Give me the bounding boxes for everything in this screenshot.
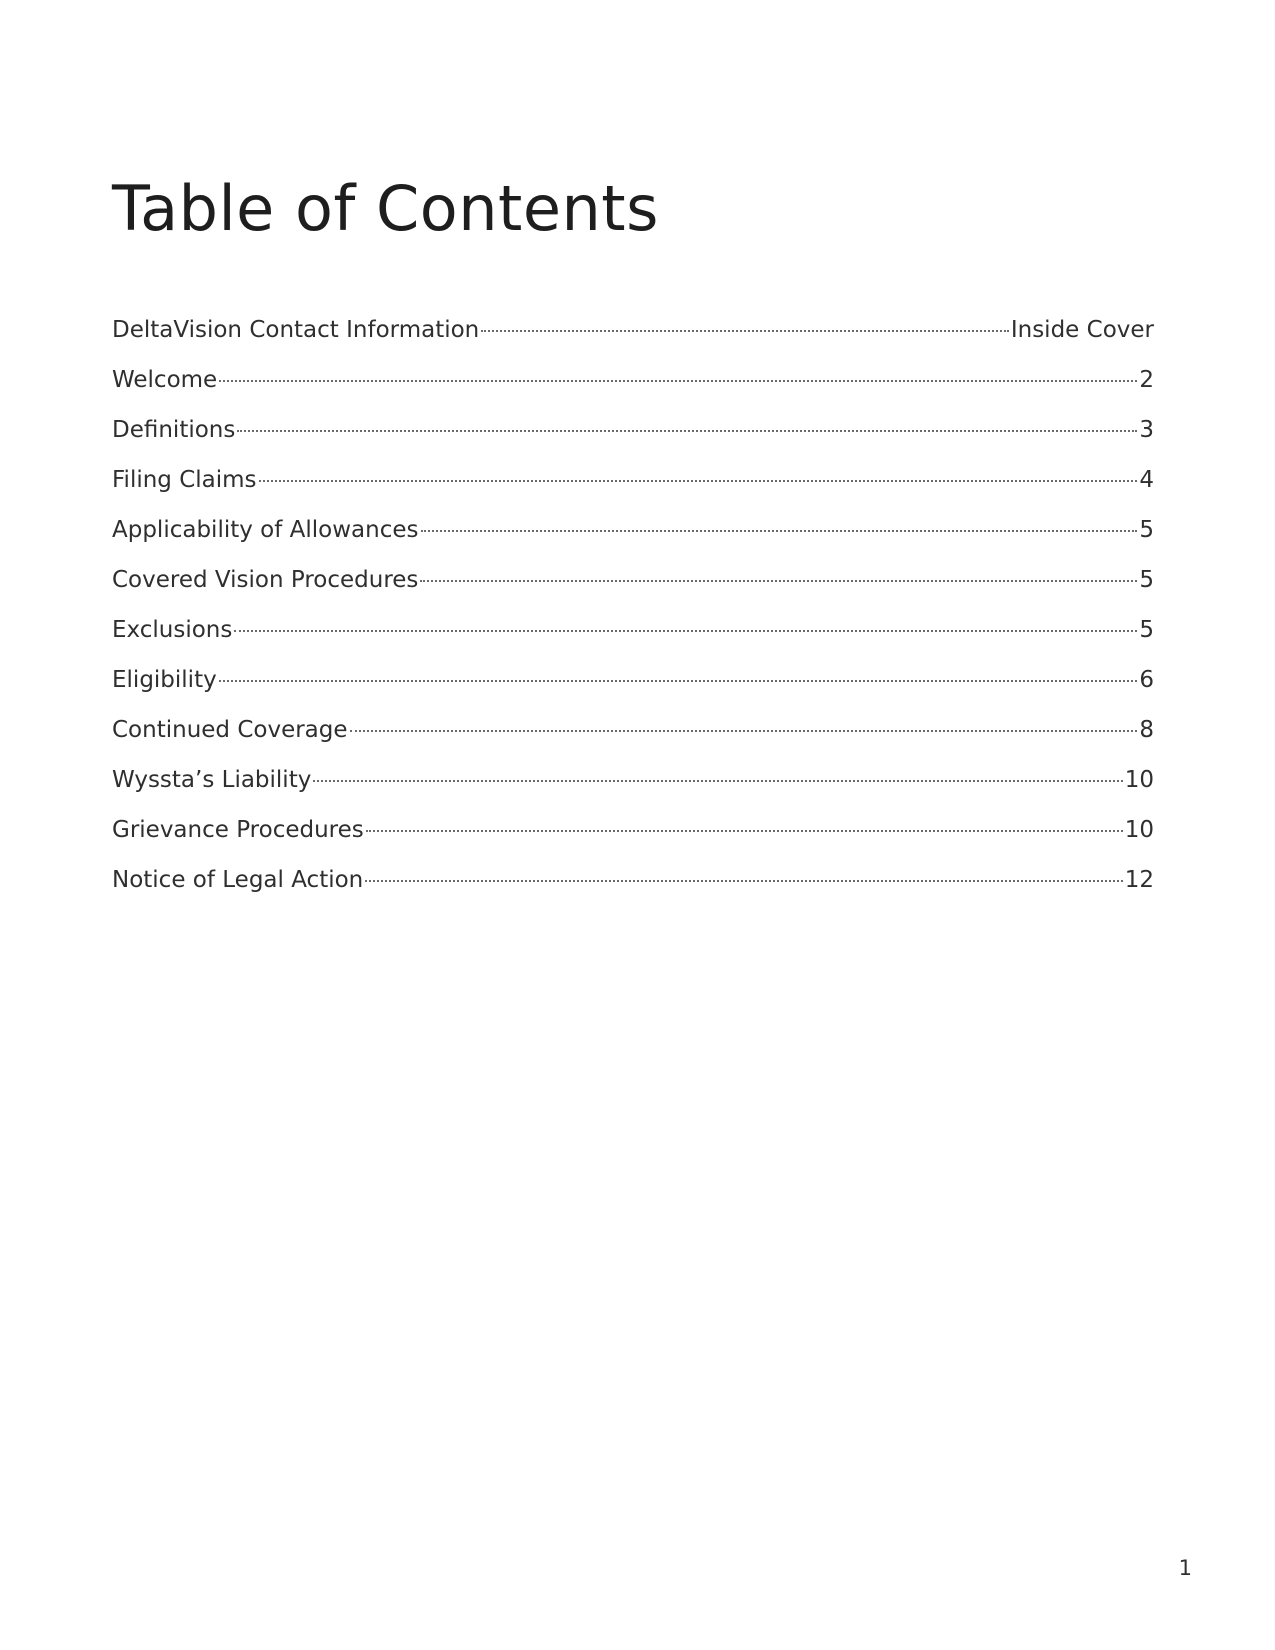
toc-entry-exclusions[interactable] [112, 605, 1154, 655]
toc-entry-label: Applicability of Allowances [112, 517, 419, 543]
toc-entry-eligibility[interactable] [112, 655, 1154, 705]
toc-entry-page: 5 [1139, 517, 1154, 543]
toc-entry-continued-coverage[interactable] [112, 705, 1154, 755]
toc-entry-label: DeltaVision Contact Information [112, 317, 480, 343]
toc-entry-page: 3 [1139, 417, 1154, 443]
toc-entry-grievance-procedures[interactable] [112, 805, 1154, 855]
table-of-contents [112, 305, 1154, 905]
dot-leader [237, 429, 1137, 432]
dot-leader [481, 329, 1009, 332]
toc-entry-covered-vision-procedures[interactable] [112, 555, 1154, 605]
toc-entry-page: 10 [1124, 767, 1154, 793]
toc-entry-label: Continued Coverage [112, 717, 348, 743]
page-number: 1 [1178, 1556, 1192, 1580]
toc-entry-page: 4 [1139, 467, 1154, 493]
toc-entry-definitions[interactable] [112, 405, 1154, 455]
toc-entry-label: Covered Vision Procedures [112, 567, 419, 593]
dot-leader [366, 829, 1123, 832]
toc-entry-welcome[interactable] [112, 355, 1154, 405]
toc-entry-page: 8 [1139, 717, 1154, 743]
toc-entry-page: 10 [1124, 817, 1154, 843]
dot-leader [313, 779, 1122, 782]
dot-leader [219, 679, 1138, 682]
toc-entry-label: Welcome [112, 367, 218, 393]
toc-entry-label: Grievance Procedures [112, 817, 364, 843]
toc-entry-label: Notice of Legal Action [112, 867, 364, 893]
toc-entry-page: 5 [1139, 617, 1154, 643]
toc-entry-page: 6 [1139, 667, 1154, 693]
dot-leader [350, 729, 1138, 732]
toc-entry-label: Eligibility [112, 667, 217, 693]
dot-leader [365, 879, 1122, 882]
toc-entry-label: Exclusions [112, 617, 233, 643]
toc-entry-wysstas-liability[interactable] [112, 755, 1154, 805]
toc-entry-page: 5 [1139, 567, 1154, 593]
toc-entry-contact-information[interactable] [112, 305, 1154, 355]
toc-entry-label: Wyssta’s Liability [112, 767, 312, 793]
toc-entry-notice-of-legal-action[interactable] [112, 855, 1154, 905]
toc-entry-page: 12 [1124, 867, 1154, 893]
dot-leader [219, 379, 1137, 382]
dot-leader [421, 529, 1138, 532]
dot-leader [234, 629, 1137, 632]
dot-leader [259, 479, 1138, 482]
dot-leader [420, 579, 1137, 582]
toc-entry-filing-claims[interactable] [112, 455, 1154, 505]
toc-entry-applicability-of-allowances[interactable] [112, 505, 1154, 555]
toc-entry-label: Filing Claims [112, 467, 257, 493]
toc-entry-page: Inside Cover [1010, 317, 1154, 343]
toc-entry-page: 2 [1139, 367, 1154, 393]
toc-entry-label: Definitions [112, 417, 236, 443]
page-title: Table of Contents [112, 172, 659, 245]
